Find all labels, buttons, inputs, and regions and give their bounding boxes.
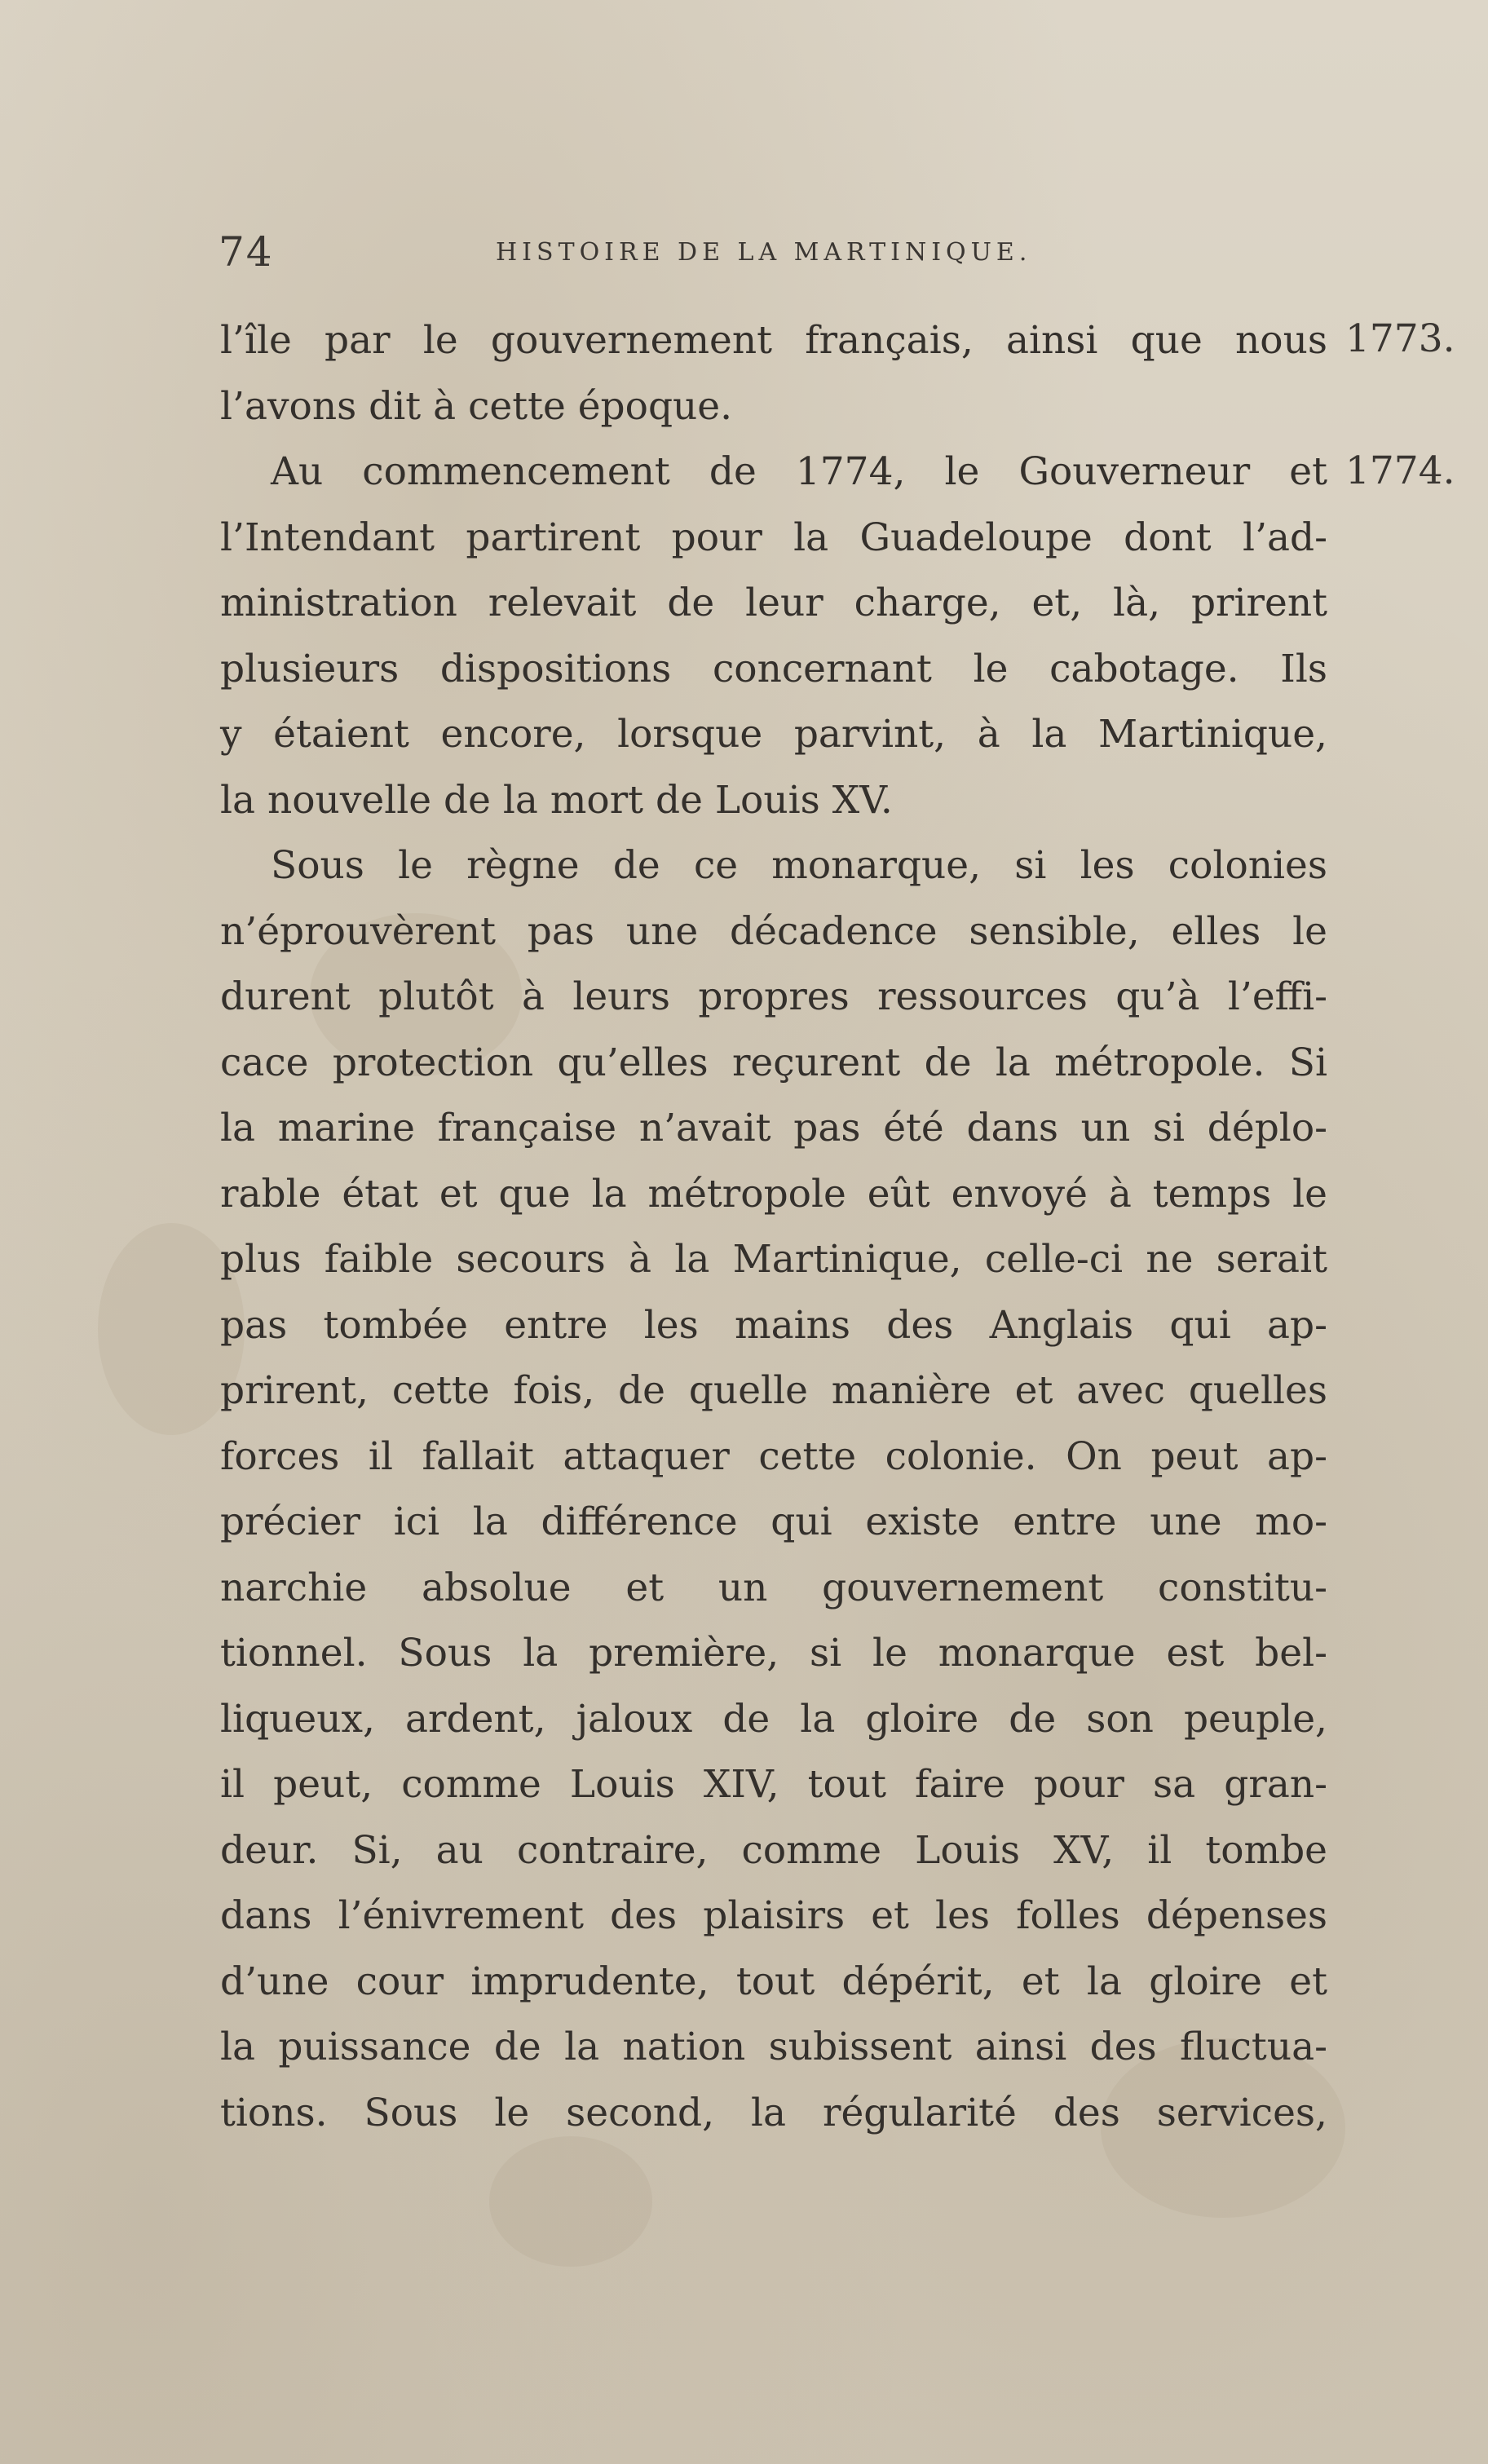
text-line: forces il fallait attaquer cette colonie. On peut ap-: [220, 1433, 1327, 1479]
running-title: HISTOIRE DE LA MARTINIQUE.: [496, 238, 1032, 267]
text-line: narchie absolue et un gouvernement constitu-: [220, 1565, 1327, 1610]
text-line: dans l’énivrement des plaisirs et les folles dépenses: [220, 1893, 1327, 1938]
text-line: l’Intendant partirent pour la Guadeloupe dont l’ad-: [220, 514, 1327, 560]
text-line: prirent, cette fois, de quelle manière et avec quelles: [220, 1368, 1327, 1413]
text-line: ministration relevait de leur charge, et, là, prirent: [220, 581, 1327, 625]
text-line: l’avons dit à cette époque.: [220, 383, 733, 429]
paper-stain: [489, 2136, 652, 2267]
text-line: tionnel. Sous la première, si le monarque est bel-: [220, 1631, 1327, 1676]
margin-year-note: 1774.: [1345, 448, 1455, 493]
text-line: deur. Si, au contraire, comme Louis XV, il tombe: [220, 1827, 1327, 1873]
text-line: cace protection qu’elles reçurent de la métropole. Si: [220, 1040, 1327, 1085]
text-line: plusieurs dispositions concernant le cabotage. Ils: [220, 646, 1327, 691]
body-text: [220, 308, 1327, 2146]
text-line: durent plutôt à leurs propres ressources qu’à l’effi-: [220, 974, 1327, 1019]
page-number: 74: [219, 228, 274, 276]
text-line: liqueux, ardent, jaloux de la gloire de son peuple,: [220, 1696, 1327, 1742]
text-line: y étaient encore, lorsque parvint, à la Martinique,: [220, 712, 1327, 757]
text-line: Sous le règne de ce monarque, si les colonies: [271, 843, 1327, 888]
text-line: la puissance de la nation subissent ainsi des fluctua-: [220, 2025, 1327, 2069]
text-line: tions. Sous le second, la régularité des services,: [220, 2090, 1327, 2135]
text-line: la marine française n’avait pas été dans un si déplo-: [220, 1106, 1327, 1150]
text-line: précier ici la différence qui existe entre une mo-: [220, 1499, 1327, 1544]
text-line: d’une cour imprudente, tout dépérit, et la gloire et: [220, 1958, 1327, 2004]
text-line: rable état et que la métropole eût envoyé à temps le: [220, 1171, 1327, 1217]
margin-year-note: 1773.: [1345, 316, 1455, 361]
text-line: pas tombée entre les mains des Anglais qui ap-: [220, 1302, 1327, 1348]
page-header: [219, 228, 1425, 277]
text-line: la nouvelle de la mort de Louis XV.: [220, 777, 893, 823]
text-line: il peut, comme Louis XIV, tout faire pour sa gran-: [220, 1762, 1327, 1807]
text-line: l’île par le gouvernement français, ainsi que nous: [220, 318, 1327, 363]
text-line: n’éprouvèrent pas une décadence sensible, elles le: [220, 908, 1327, 954]
text-line: plus faible secours à la Martinique, celle-ci ne serait: [220, 1237, 1327, 1282]
text-line: Au commencement de 1774, le Gouverneur et: [271, 449, 1327, 494]
